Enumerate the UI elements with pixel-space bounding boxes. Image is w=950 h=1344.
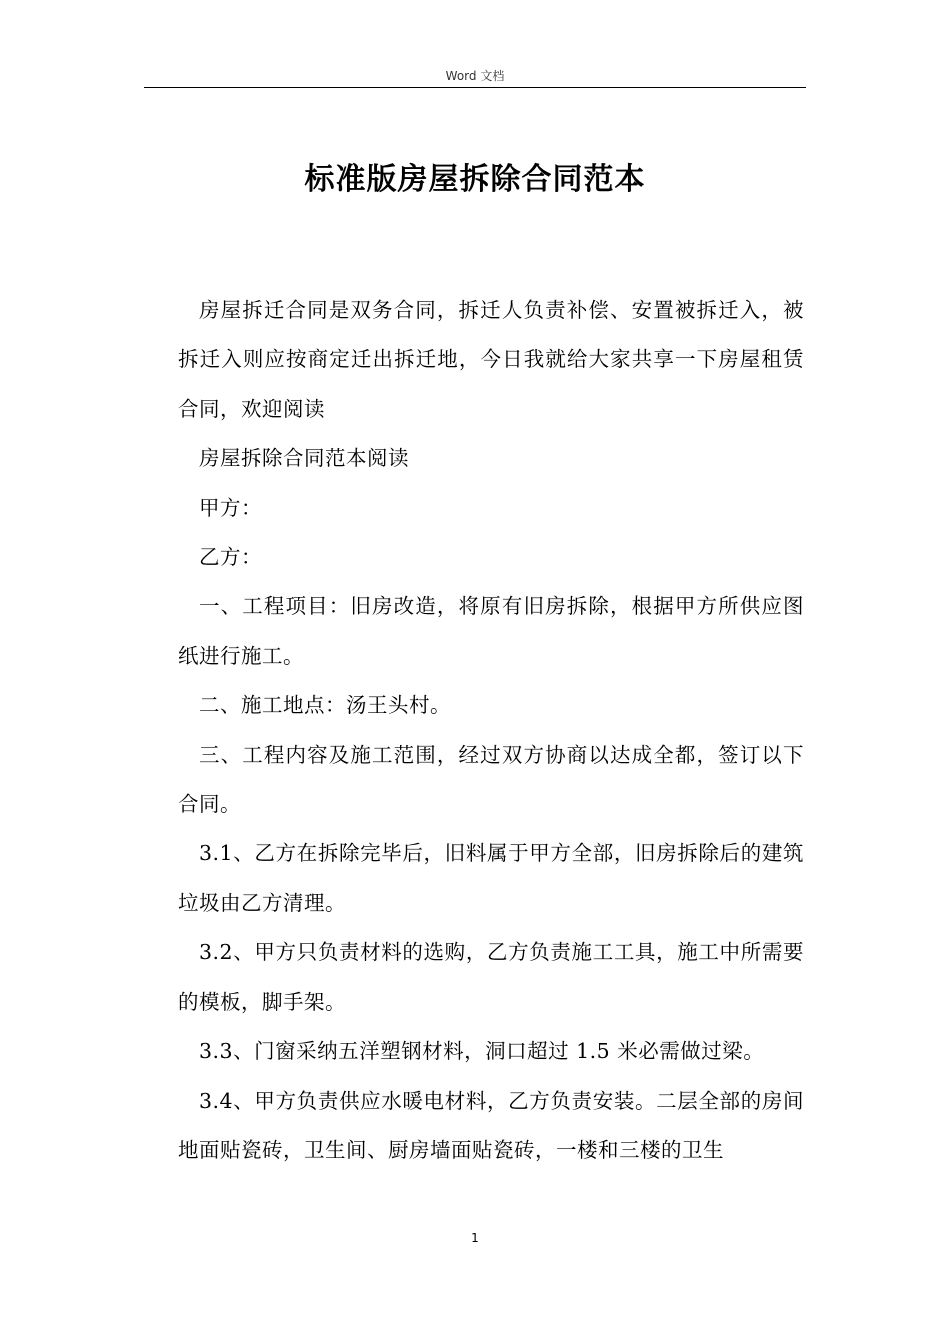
page-header-text: Word 文档 <box>445 69 505 83</box>
paragraph-clause-3-3: 3.3、门窗采纳五洋塑钢材料，洞口超过 1.5 米必需做过梁。 <box>199 1039 765 1064</box>
paragraph-party-b: 乙方： <box>199 545 262 570</box>
paragraph-clause-3-2: 3.2、甲方只负责材料的选购，乙方负责施工工具，施工中所需要的模板，脚手架。 <box>178 940 804 1014</box>
document-title: 标准版房屋拆除合同范本 <box>304 162 646 197</box>
paragraph-intro: 房屋拆迁合同是双务合同，拆迁人负责补偿、安置被拆迁入，被拆迁入则应按商定迁出拆迁地，今日我就给大家共享一下房屋租赁合同，欢迎阅读 <box>178 298 804 421</box>
paragraph-clause-3-1: 3.1、乙方在拆除完毕后，旧料属于甲方全部，旧房拆除后的建筑垃圾由乙方清理。 <box>178 841 804 915</box>
paragraph-party-a: 甲方： <box>199 495 262 520</box>
header-divider <box>144 87 806 88</box>
paragraph-clause-2: 二、施工地点：汤王头村。 <box>199 693 451 718</box>
page-number: 1 <box>471 1231 479 1245</box>
paragraph-clause-1: 一、工程项目：旧房改造，将原有旧房拆除，根据甲方所供应图纸进行施工。 <box>178 594 804 668</box>
paragraph-clause-3-4: 3.4、甲方负责供应水暖电材料，乙方负责安装。二层全部的房间地面贴瓷砖，卫生间、厨房墙面贴瓷砖，一楼和三楼的卫生 <box>178 1088 804 1162</box>
document-body <box>178 286 804 1175</box>
paragraph-clause-3: 三、工程内容及施工范围，经过双方协商以达成全都，签订以下合同。 <box>178 742 804 817</box>
paragraph-subtitle: 房屋拆除合同范本阅读 <box>199 446 409 471</box>
